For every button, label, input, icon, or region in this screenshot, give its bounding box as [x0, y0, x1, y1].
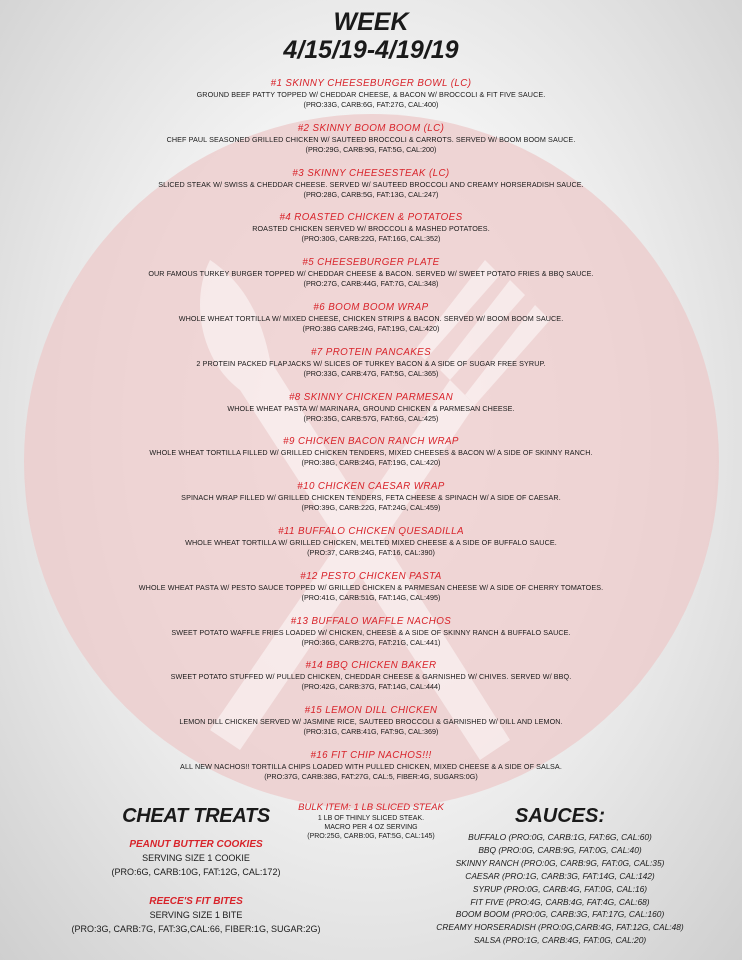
menu-item-title: #6 BOOM BOOM WRAP: [313, 301, 429, 313]
menu-item-title: #14 BBQ CHICKEN BAKER: [305, 660, 437, 672]
menu-item: [0, 525, 742, 570]
menu-item-description: SWEET POTATO STUFFED W/ PULLED CHICKEN, CHEDDAR CHEESE & GARNISHED W/ CHIVES. SERVED W/ BBQ.: [170, 672, 572, 682]
menu-item-title: #12 PESTO CHICKEN PASTA: [300, 570, 442, 582]
sauces-title: SAUCES:: [514, 805, 605, 827]
sauce-item: SALSA (PRO:1G, CARB:4G, FAT:0G, CAL:20): [473, 935, 647, 946]
cheat-treat-item: [66, 838, 326, 879]
sauce-item: FIT FIVE (PRO:4G, CARB:4G, FAT:4G, CAL:68): [470, 896, 650, 907]
menu-item-title: #5 CHEESEBURGER PLATE: [302, 257, 440, 269]
menu-item-macros: (PRO:38G CARB:24G, FAT:19G, CAL:420): [302, 323, 440, 333]
menu-item: [0, 391, 742, 436]
sauce-item: SYRUP (PRO:0G, CARB:4G, FAT:0G, CAL:16): [472, 883, 648, 894]
menu-item-macros: (PRO:38G, CARB:24G, FAT:19G, CAL:420): [301, 458, 441, 468]
menu-item-title: #15 LEMON DILL CHICKEN: [304, 705, 438, 717]
cheat-treat-macros: (PRO:3G, CARB:7G, FAT:3G,CAL:66, FIBER:1G, SUGAR:2G): [71, 924, 321, 934]
menu-list: [0, 77, 742, 794]
sauce-item: CREAMY HORSERADISH (PRO:0G,CARB:4G, FAT:12G, CAL:48): [436, 922, 684, 933]
cheat-treat-name: PEANUT BUTTER COOKIES: [129, 839, 263, 850]
menu-item-macros: (PRO:30G, CARB:22G, FAT:16G, CAL:352): [301, 234, 441, 244]
menu-item: [0, 615, 742, 660]
bulk-item-title: BULK ITEM: 1 LB SLICED STEAK: [298, 802, 444, 813]
cheat-treat-macros: (PRO:6G, CARB:10G, FAT:12G, CAL:172): [111, 867, 281, 877]
sauce-list: [410, 831, 710, 947]
sauce-item: BUFFALO (PRO:0G, CARB:1G, FAT:6G, CAL:60): [468, 832, 652, 842]
menu-item-macros: (PRO:29G, CARB:9G, FAT:5G, CAL:200): [305, 144, 437, 154]
cheat-treat-item: [66, 895, 326, 936]
menu-item: [0, 749, 742, 794]
menu-item: [0, 704, 742, 749]
menu-item-description: WHOLE WHEAT TORTILLA W/ GRILLED CHICKEN, MELTED MIXED CHEESE & A SIDE OF BUFFALO SAUCE.: [185, 537, 557, 547]
menu-item-macros: (PRO:42G, CARB:37G, FAT:14G, CAL:444): [301, 682, 441, 692]
menu-item-description: CHEF PAUL SEASONED GRILLED CHICKEN W/ SAUTEED BROCCOLI & CARROTS. SERVED W/ BOOM BOOM SAUCE.: [166, 134, 576, 144]
menu-item: [0, 435, 742, 480]
menu-item: [0, 122, 742, 167]
week-label: WEEK: [333, 8, 409, 36]
bulk-item-serving: MACRO PER 4 OZ SERVING: [324, 824, 418, 831]
menu-item-macros: (PRO:31G, CARB:41G, FAT:9G, CAL:369): [303, 727, 439, 737]
menu-item-macros: (PRO:33G, CARB:6G, FAT:27G, CAL:400): [303, 100, 439, 109]
cheat-treats-title: CHEAT TREATS: [122, 805, 270, 827]
cheat-treat-serving: SERVING SIZE 1 COOKIE: [142, 853, 250, 863]
menu-item: [0, 570, 742, 615]
menu-item-description: LEMON DILL CHICKEN SERVED W/ JASMINE RICE, SAUTEED BROCCOLI & GARNISHED W/ DILL AND LEMON.: [179, 717, 563, 727]
menu-item-title: #11 BUFFALO CHICKEN QUESADILLA: [278, 525, 464, 537]
menu-item-description: GROUND BEEF PATTY TOPPED W/ CHEDDAR CHEESE, & BACON W/ BROCCOLI & FIT FIVE SAUCE.: [196, 90, 546, 99]
menu-item-description: SWEET POTATO WAFFLE FRIES LOADED W/ CHICKEN, CHEESE & A SIDE OF SKINNY RANCH & BUFFALO SAUCE.: [171, 627, 571, 637]
menu-item: [0, 346, 742, 391]
menu-item: [0, 167, 742, 212]
menu-item-title: #1 SKINNY CHEESEBURGER BOWL (LC): [270, 78, 472, 89]
menu-item: [0, 301, 742, 346]
menu-item-description: WHOLE WHEAT TORTILLA W/ MIXED CHEESE, CHICKEN STRIPS & BACON. SERVED W/ BOOM BOOM SAUCE.: [178, 313, 564, 323]
menu-item-macros: (PRO:37, CARB:24G, FAT:16, CAL:390): [307, 547, 435, 557]
menu-item-description: 2 PROTEIN PACKED FLAPJACKS W/ SLICES OF TURKEY BACON & A SIDE OF SUGAR FREE SYRUP.: [196, 358, 546, 368]
menu-item-title: #7 PROTEIN PANCAKES: [310, 346, 432, 358]
sauce-item: SKINNY RANCH (PRO:0G, CARB:9G, FAT:0G, CAL:35): [455, 857, 665, 868]
menu-item-description: SPINACH WRAP FILLED W/ GRILLED CHICKEN TENDERS, FETA CHEESE & SPINACH W/ A SIDE OF CAESAR.: [181, 493, 561, 503]
menu-item-description: SLICED STEAK W/ SWISS & CHEDDAR CHEESE. SERVED W/ SAUTEED BROCCOLI AND CREAMY HORSERADISH SAUCE.: [158, 179, 584, 189]
sauce-item: BOOM BOOM (PRO:0G, CARB:3G, FAT:17G, CAL:160): [455, 909, 665, 920]
menu-item-description: OUR FAMOUS TURKEY BURGER TOPPED W/ CHEDDAR CHEESE & BACON. SERVED W/ SWEET POTATO FRIES & BBQ SAUCE.: [148, 269, 594, 279]
menu-item-macros: (PRO:39G, CARB:22G, FAT:24G, CAL:459): [301, 503, 441, 513]
week-date-range: 4/15/19-4/19/19: [283, 36, 459, 64]
menu-item-description: WHOLE WHEAT PASTA W/ PESTO SAUCE TOPPED W/ GRILLED CHICKEN & PARMESAN CHEESE W/ A SIDE OF CHERRY TOMATOES.: [138, 582, 604, 592]
menu-item-title: #13 BUFFALO WAFFLE NACHOS: [290, 615, 452, 627]
sauces-section: [410, 804, 710, 947]
menu-item: [0, 256, 742, 301]
menu-item-description: WHOLE WHEAT PASTA W/ MARINARA, GROUND CHICKEN & PARMESAN CHEESE.: [227, 403, 515, 413]
menu-item-macros: (PRO:41G, CARB:51G, FAT:14G, CAL:495): [301, 592, 441, 602]
menu-item-macros: (PRO:33G, CARB:47G, FAT:5G, CAL:365): [303, 368, 439, 378]
menu-item-macros: (PRO:28G, CARB:5G, FAT:13G, CAL:247): [303, 189, 439, 199]
menu-item-macros: (PRO:35G, CARB:57G, FAT:6G, CAL:425): [303, 413, 439, 423]
menu-item: [0, 211, 742, 256]
menu-item: [0, 659, 742, 704]
cheat-treat-name: REECE'S FIT BITES: [149, 896, 243, 907]
menu-item-description: ALL NEW NACHOS!! TORTILLA CHIPS LOADED WITH PULLED CHICKEN, MIXED CHEESE & A SIDE OF SALSA.: [180, 761, 562, 771]
menu-item-title: #2 SKINNY BOOM BOOM (LC): [297, 122, 445, 134]
menu-item-description: ROASTED CHICKEN SERVED W/ BROCCOLI & MASHED POTATOES.: [252, 224, 490, 234]
sauce-item: CAESAR (PRO:1G, CARB:3G, FAT:14G, CAL:142): [465, 870, 655, 881]
cheat-treat-serving: SERVING SIZE 1 BITE: [149, 910, 243, 920]
bulk-item-description: 1 LB OF THINLY SLICED STEAK.: [317, 815, 425, 822]
bulk-item-macros: (PRO:25G, CARB:0G, FAT:5G, CAL:145): [307, 833, 435, 840]
menu-item: [0, 480, 742, 525]
menu-item-macros: (PRO:36G, CARB:27G, FAT:21G, CAL:441): [301, 637, 441, 647]
sauce-item: BBQ (PRO:0G, CARB:9G, FAT:0G, CAL:40): [478, 844, 642, 855]
menu-item-macros: (PRO:27G, CARB:44G, FAT:7G, CAL:348): [303, 279, 439, 289]
menu-item-title: #3 SKINNY CHEESESTEAK (LC): [292, 167, 450, 179]
menu-item-title: #16 FIT CHIP NACHOS!!!: [310, 749, 432, 761]
menu-item-description: WHOLE WHEAT TORTILLA FILLED W/ GRILLED CHICKEN TENDERS, MIXED CHEESES & BACON W/ A SIDE OF SKINNY RANCH.: [149, 448, 593, 458]
menu-header: [0, 0, 742, 64]
menu-item-title: #10 CHICKEN CAESAR WRAP: [297, 481, 445, 493]
menu-item: [0, 77, 742, 122]
menu-item-title: #4 ROASTED CHICKEN & POTATOES: [279, 212, 463, 224]
menu-item-title: #8 SKINNY CHICKEN PARMESAN: [288, 391, 454, 403]
menu-item-title: #9 CHICKEN BACON RANCH WRAP: [283, 436, 459, 448]
menu-item-macros: (PRO:37G, CARB:38G, FAT:27G, CAL:5, FIBER:4G, SUGARS:0G): [264, 771, 478, 781]
